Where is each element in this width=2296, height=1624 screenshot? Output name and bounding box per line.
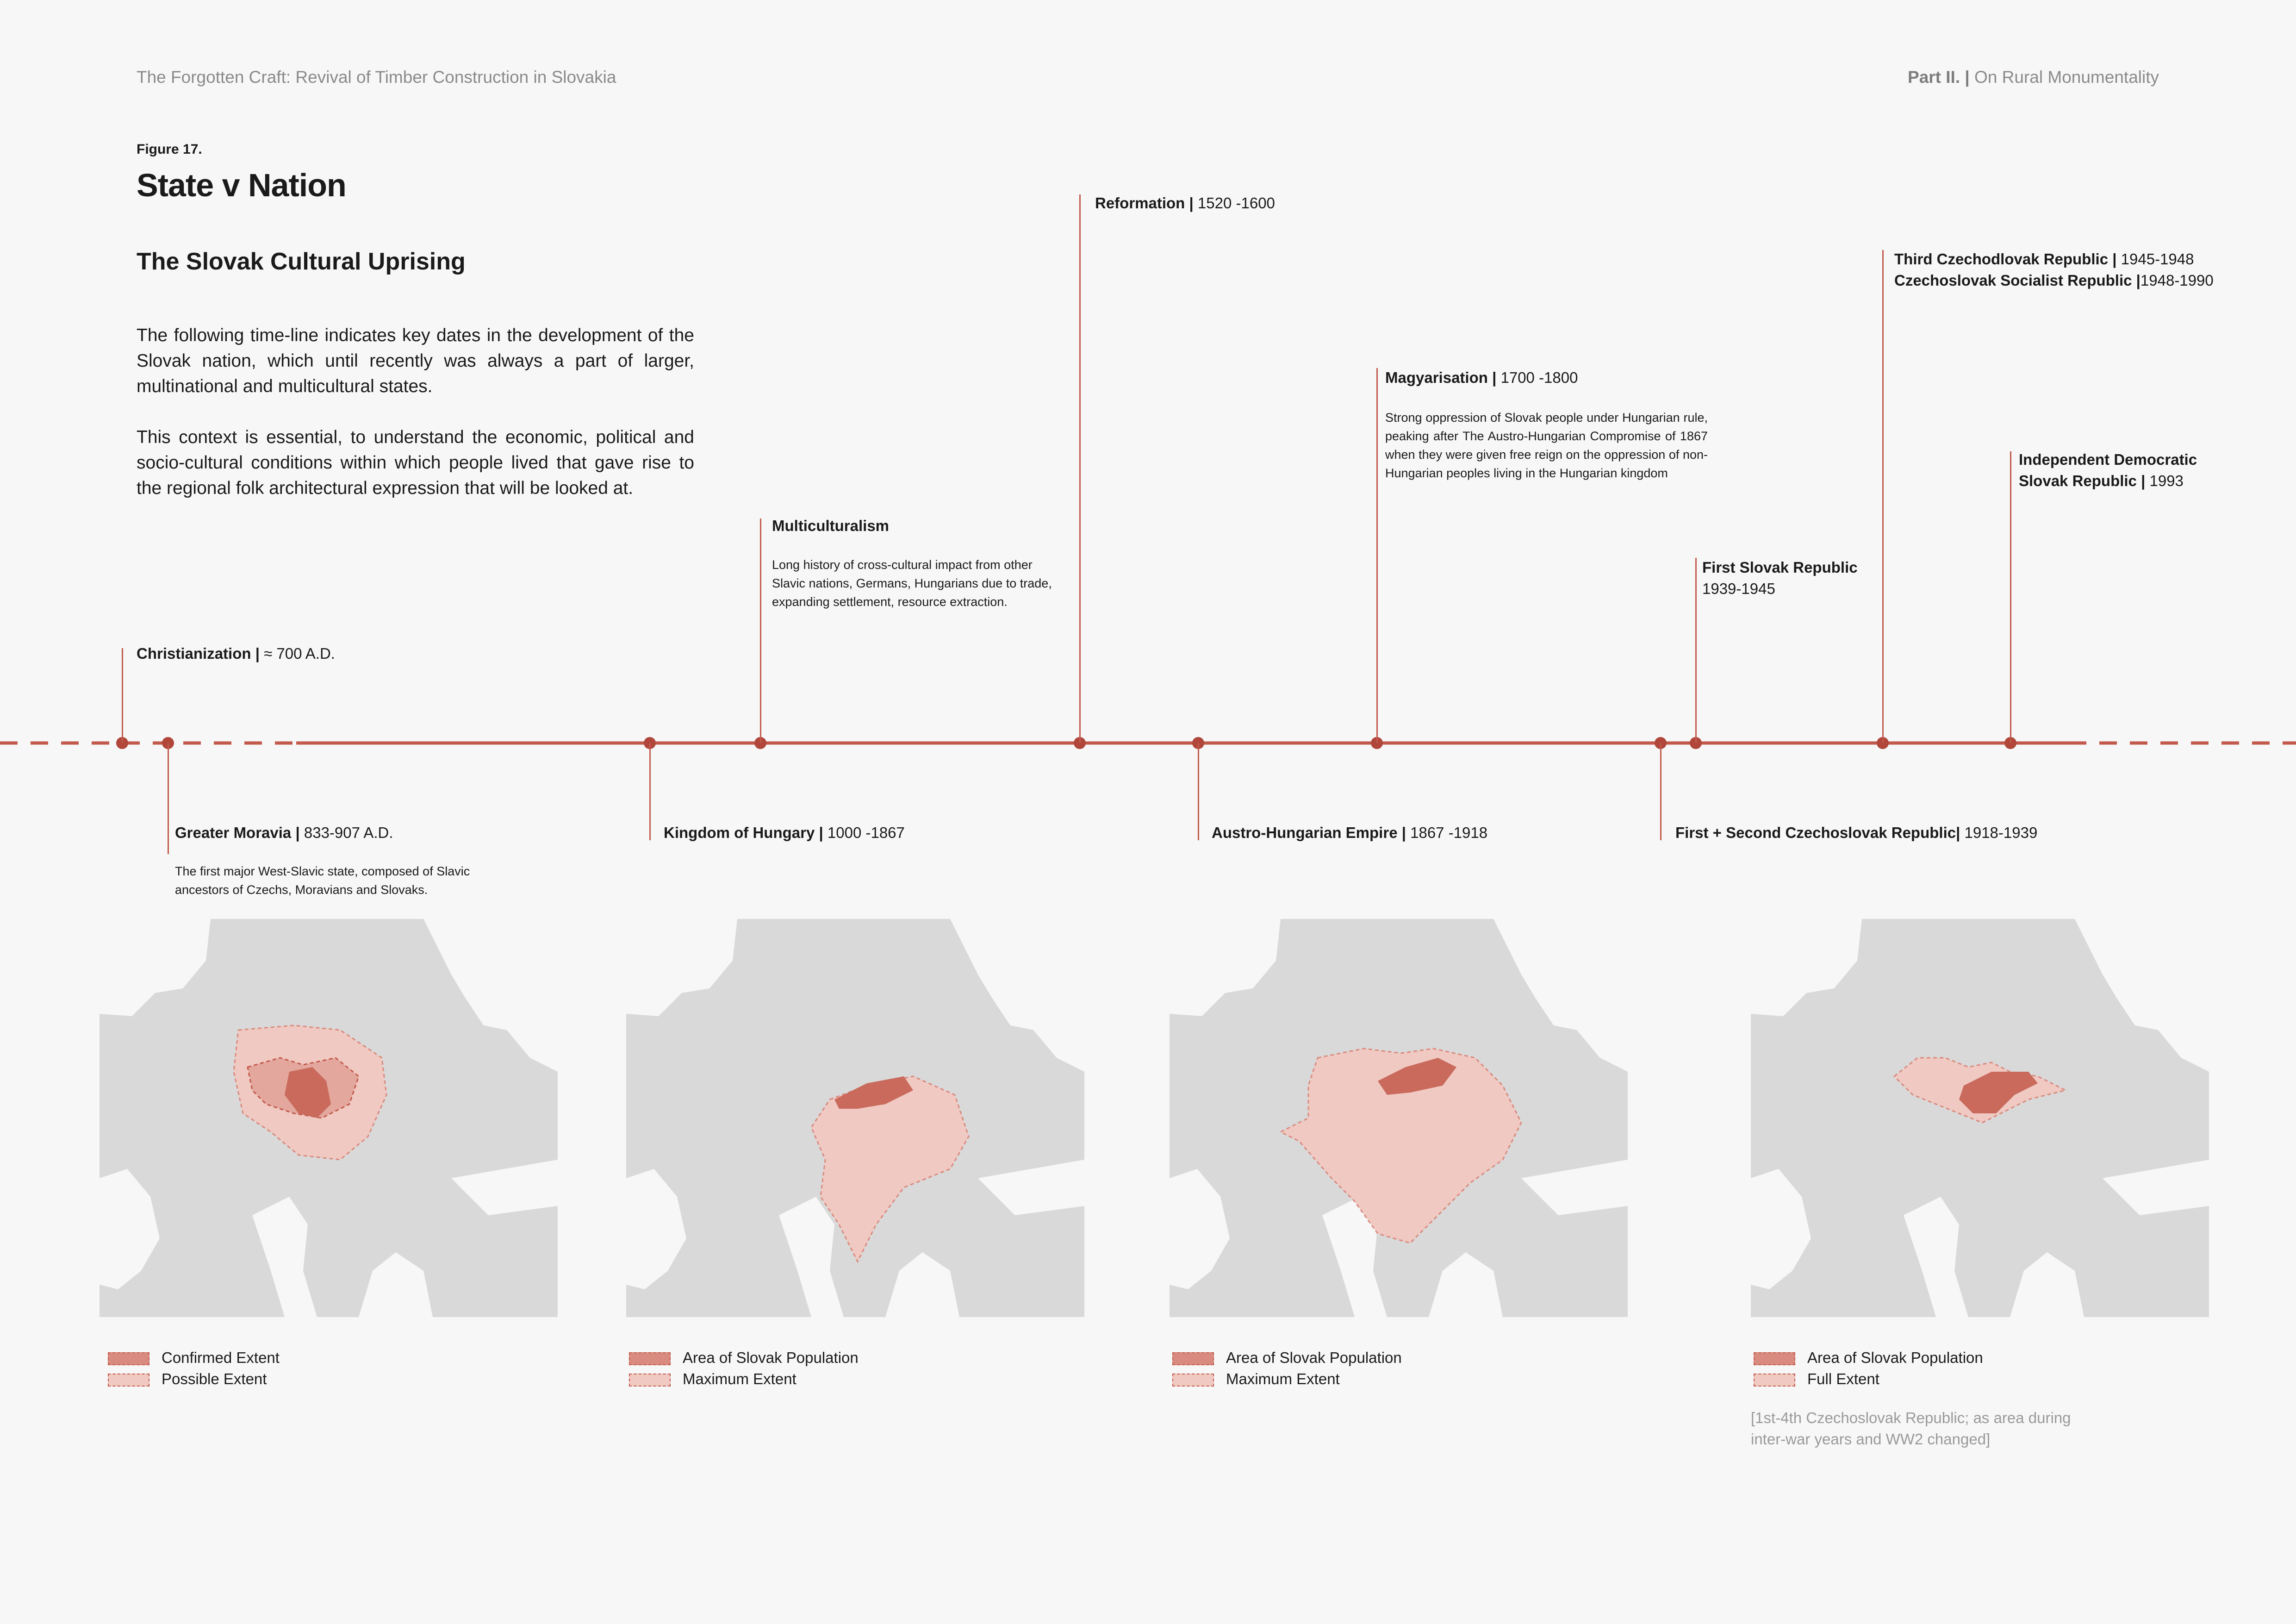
event-first-second-czs (1675, 824, 2037, 842)
event-date: 1520 -1600 (1197, 194, 1275, 212)
connector-kingdom-hungary (649, 743, 651, 840)
connector-magyarisation (1376, 368, 1378, 743)
intro-paragraph-2: This context is essential, to understand the economic, political and socio-cultural conditions within which people lived that gave rise to the regional folk architectural expression that will be looked at. (137, 427, 694, 498)
event-greater-moravia (175, 824, 393, 842)
legend-swatch-area (1172, 1352, 1214, 1365)
part-label: Part II. (1908, 68, 1960, 87)
legend-swatch-maximum (629, 1374, 671, 1387)
map-kingdom-hungary (626, 919, 1084, 1317)
event-date: 1948-1990 (2140, 272, 2214, 289)
page-title: State v Nation (137, 167, 346, 203)
legend-label: Maximum Extent (1226, 1370, 1340, 1387)
event-third-czs (1894, 249, 2214, 291)
event-independent (2019, 449, 2204, 492)
section-name: On Rural Monumentality (1974, 68, 2159, 87)
event-reformation (1095, 194, 1275, 212)
connector-first-slovak (1695, 558, 1697, 743)
legend-label: Possible Extent (162, 1370, 267, 1387)
event-magyarisation (1385, 369, 1578, 387)
connector-greater-moravia (168, 743, 169, 854)
map-greater-moravia (100, 919, 558, 1317)
map-czechoslovak (1751, 919, 2209, 1317)
connector-christianization (122, 648, 123, 743)
event-date: ≈ 700 A.D. (264, 645, 335, 662)
legend-swatch-possible (108, 1374, 149, 1387)
legend-label: Maximum Extent (683, 1370, 796, 1387)
event-date: 1918-1939 (1964, 824, 2038, 841)
event-separator: | (291, 824, 304, 841)
event-separator: | (251, 645, 264, 662)
event-austro-hungarian (1212, 824, 1487, 842)
legend-label: Area of Slovak Population (1226, 1349, 1402, 1366)
legend-swatch-full (1754, 1374, 1795, 1387)
event-greater-moravia-desc: The first major West-Slavic state, composed of Slavic ancestors of Czechs, Moravians and Slovaks. (175, 864, 470, 897)
event-date: 1993 (2149, 472, 2184, 489)
event-multiculturalism-desc: Long history of cross-cultural impact from other Slavic nations, Germans, Hungarians due to trade, expanding settlement, resource extraction. (772, 558, 1052, 609)
event-name: Third Czechodlovak Republic (1894, 250, 2109, 268)
legend-map-1 (108, 1347, 280, 1390)
event-multiculturalism (772, 517, 889, 535)
map-note: [1st-4th Czechoslovak Republic; as area during inter-war years and WW2 changed] (1751, 1409, 2071, 1448)
event-kingdom-hungary (664, 824, 905, 842)
connector-independent (2010, 451, 2011, 743)
legend-map-2 (629, 1347, 859, 1390)
legend-map-4 (1754, 1347, 1983, 1390)
intro-paragraph-1: The following time-line indicates key dates in the development of the Slovak nation, which until recently was always a part of larger, multinational and multicultural states. (137, 325, 694, 396)
legend-swatch-area (629, 1352, 671, 1365)
event-separator: | (2132, 272, 2140, 289)
event-separator: | (2136, 472, 2150, 489)
event-date: 833-907 A.D. (304, 824, 393, 841)
connector-reformation (1079, 194, 1081, 743)
figure-label: Figure 17. (137, 142, 202, 157)
timeline-axis (0, 731, 2296, 755)
event-first-slovak (1702, 557, 1858, 600)
legend-swatch-confirmed (108, 1352, 149, 1365)
legend-label: Area of Slovak Population (1807, 1349, 1983, 1366)
event-separator: | (815, 824, 828, 841)
document-title: The Forgotten Craft: Revival of Timber Construction in Slovakia (137, 68, 616, 87)
connector-austro-hungarian (1198, 743, 1199, 840)
event-date: 1939-1945 (1702, 580, 1775, 597)
event-name: Kingdom of Hungary (664, 824, 815, 841)
legend-label: Confirmed Extent (162, 1349, 280, 1366)
event-name: Greater Moravia (175, 824, 292, 841)
section-header (1908, 68, 2159, 87)
event-name: Reformation (1095, 194, 1185, 212)
part-separator: | (1965, 68, 1970, 87)
event-name: Independent Democratic Slovak Republic (2019, 451, 2197, 489)
event-separator: | (1956, 824, 1965, 841)
legend-swatch-area (1754, 1352, 1795, 1365)
connector-multiculturalism (760, 518, 761, 743)
event-name: Christianization (137, 645, 251, 662)
event-name: First Slovak Republic (1702, 559, 1858, 576)
event-name: Magyarisation (1385, 369, 1488, 386)
event-name: Multiculturalism (772, 517, 890, 534)
event-christianization (137, 645, 335, 662)
connector-third-czs (1882, 250, 1884, 743)
event-separator: | (1185, 194, 1198, 212)
event-name: First + Second Czechoslovak Republic (1675, 824, 1956, 841)
map-austro-hungarian (1170, 919, 1628, 1317)
event-date: 1945-1948 (2121, 250, 2194, 268)
connector-first-czs (1660, 743, 1661, 840)
event-separator: | (2108, 250, 2121, 268)
event-date: 1700 -1800 (1500, 369, 1578, 386)
legend-map-3 (1172, 1347, 1402, 1390)
page-subtitle: The Slovak Cultural Uprising (137, 248, 466, 275)
event-name: Austro-Hungarian Empire (1212, 824, 1398, 841)
legend-swatch-maximum (1172, 1374, 1214, 1387)
event-separator: | (1397, 824, 1411, 841)
event-separator: | (1487, 369, 1501, 386)
legend-label: Area of Slovak Population (683, 1349, 859, 1366)
event-date: 1000 -1867 (827, 824, 905, 841)
event-date: 1867 -1918 (1410, 824, 1488, 841)
event-name: Czechoslovak Socialist Republic (1894, 272, 2132, 289)
legend-label: Full Extent (1807, 1370, 1879, 1387)
event-magyarisation-desc: Strong oppression of Slovak people under Hungarian rule, peaking after The Austro-Hungarian Compromise of 1867 when they were given free reign on the oppression of non-Hungarian peoples living in the Hungarian kingdom (1385, 411, 1708, 480)
